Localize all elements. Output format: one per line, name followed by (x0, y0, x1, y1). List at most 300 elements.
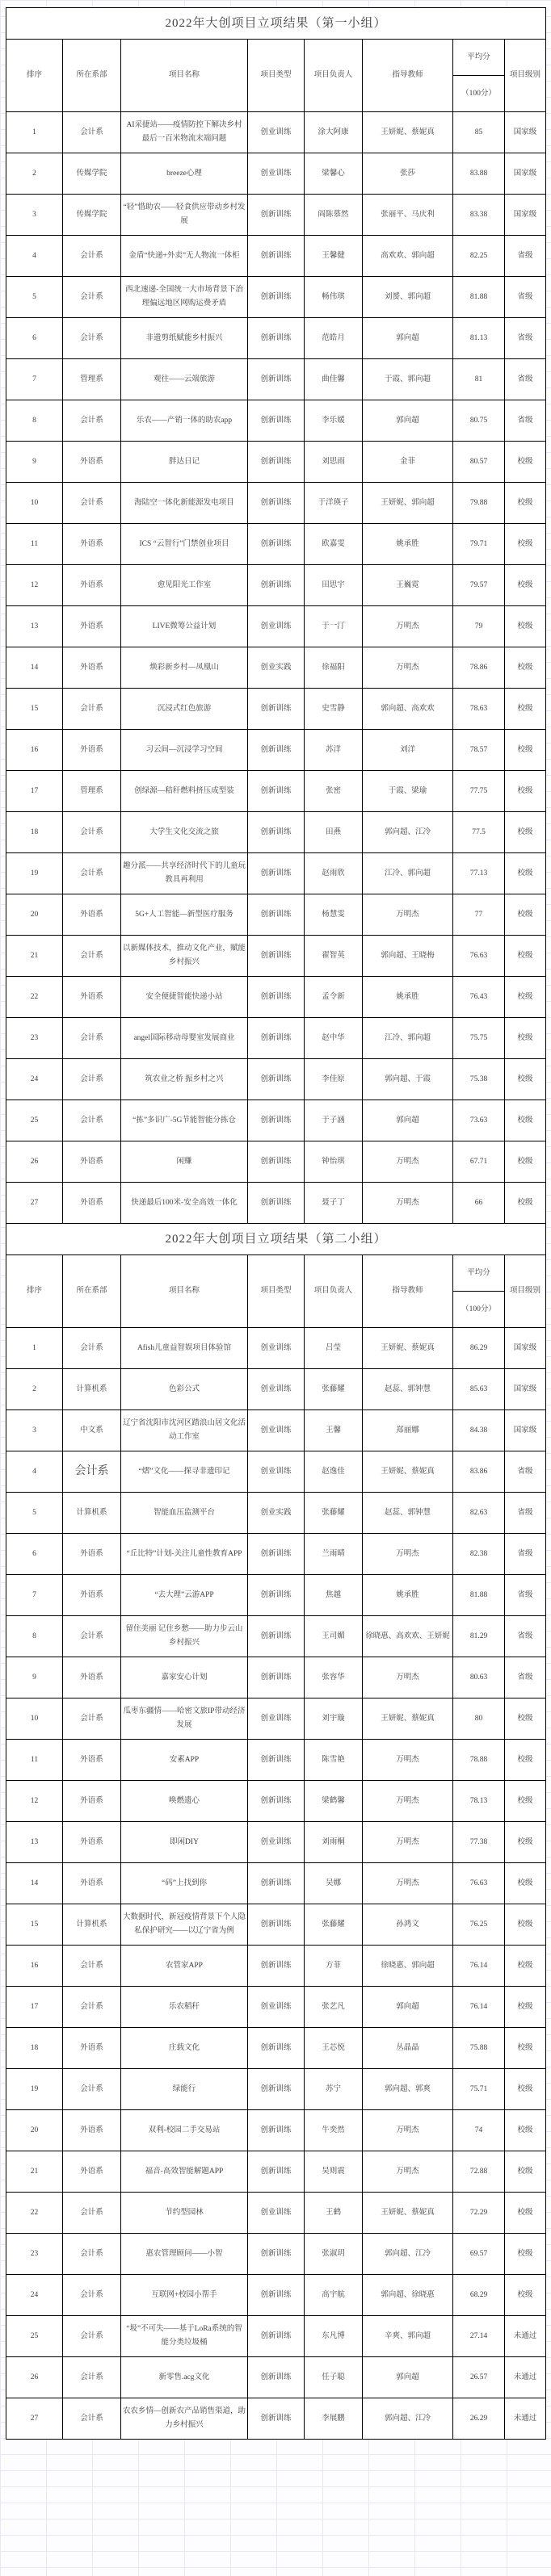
cell-level: 省级 (505, 1534, 546, 1575)
cell-score: 79.88 (453, 483, 505, 524)
cell-score: 80 (453, 1698, 505, 1740)
table-row (6, 771, 546, 812)
cell-rank: 24 (6, 2275, 63, 2316)
cell-score: 75.88 (453, 2028, 505, 2069)
cell-score: 74 (453, 2110, 505, 2151)
cell-score: 83.86 (453, 1451, 505, 1493)
cell-type: 创新训练 (248, 2069, 305, 2110)
cell-leader: 张艺凡 (305, 1987, 363, 2028)
cell-project: “码”上找到你 (121, 1863, 248, 1904)
table-row (6, 1740, 546, 1781)
cell-advisors: 高欢欢、郭向超 (363, 236, 453, 277)
table-title: 2022年大创项目立项结果（第二小组） (6, 1224, 546, 1255)
cell-rank: 17 (6, 1987, 63, 2028)
cell-project: “丘比特”计划-关注儿童性教育APP (121, 1534, 248, 1575)
cell-level: 校级 (505, 1100, 546, 1141)
cell-project: 金盾“快递+外卖”无人物流一体柜 (121, 236, 248, 277)
cell-rank: 3 (6, 1410, 63, 1451)
cell-level: 未通过 (505, 2316, 546, 2357)
cell-project: 辽宁省沈阳市沈河区踏浪山居文化活动工作室 (121, 1410, 248, 1451)
cell-score: 69.57 (453, 2234, 505, 2275)
table-row (6, 1904, 546, 1946)
cell-level: 校级 (505, 977, 546, 1018)
cell-project: 西北速递-全国统一大市场背景下治理偏远地区网购运费矛盾 (121, 277, 248, 318)
table-body (6, 112, 546, 1224)
cell-leader: 梁馨心 (305, 153, 363, 195)
cell-advisors: 郭向超、江冷 (363, 2398, 453, 2440)
cell-project: 唤燃遗心 (121, 1781, 248, 1822)
cell-score: 77.5 (453, 812, 505, 853)
table-row (6, 318, 546, 359)
cell-leader: 王鹤 (305, 2193, 363, 2234)
cell-type: 创新训练 (248, 524, 305, 565)
cell-type: 创新训练 (248, 977, 305, 1018)
cell-dept: 会计系 (63, 277, 121, 318)
cell-advisors: 郭向超 (363, 318, 453, 359)
cell-leader: 苏宁 (305, 2069, 363, 2110)
cell-level: 省级 (505, 359, 546, 400)
cell-type: 创新训练 (248, 2275, 305, 2316)
column-header-project: 项目名称 (121, 1255, 248, 1328)
cell-advisors: 郭向超 (363, 1987, 453, 2028)
cell-dept: 会计系 (63, 812, 121, 853)
cell-advisors: 赵蕊、郭钟慧 (363, 1369, 453, 1410)
cell-score: 83.38 (453, 195, 505, 236)
cell-level: 国家级 (505, 112, 546, 153)
column-header-advisors: 指导教师 (363, 1255, 453, 1328)
cell-level: 国家级 (505, 1369, 546, 1410)
cell-score: 79.57 (453, 565, 505, 606)
cell-project: 胖达日记 (121, 442, 248, 483)
cell-advisors: 姚承胜 (363, 524, 453, 565)
cell-leader: 钟怡琪 (305, 1141, 363, 1183)
cell-rank: 9 (6, 1657, 63, 1698)
cell-advisors: 于霞、郭向超 (363, 359, 453, 400)
cell-project: 乐农稻秆 (121, 1987, 248, 2028)
cell-leader: 范皓月 (305, 318, 363, 359)
cell-advisors: 于霞、梁瑜 (363, 771, 453, 812)
cell-project: 嘉家安心计划 (121, 1657, 248, 1698)
cell-advisors: 郭向超 (363, 1100, 453, 1141)
cell-leader: 王馨健 (305, 236, 363, 277)
cell-rank: 25 (6, 2316, 63, 2357)
column-header-score: 平均分 (453, 40, 505, 76)
cell-type: 创业训练 (248, 1987, 305, 2028)
cell-advisors: 江冷、郭向超 (363, 853, 453, 894)
cell-project: 乐农——产销一体的助农app (121, 400, 248, 442)
cell-advisors: 万明杰 (363, 1822, 453, 1863)
cell-rank: 23 (6, 2234, 63, 2275)
table-row (6, 1100, 546, 1141)
cell-rank: 19 (6, 2069, 63, 2110)
cell-type: 创新训练 (248, 853, 305, 894)
cell-rank: 4 (6, 1451, 63, 1493)
table-row (6, 1863, 546, 1904)
cell-leader: 孟令新 (305, 977, 363, 1018)
cell-dept: 中文系 (63, 1410, 121, 1451)
cell-dept: 外语系 (63, 1863, 121, 1904)
cell-level: 校级 (505, 1822, 546, 1863)
cell-leader: 方菲 (305, 1946, 363, 1987)
cell-leader: 苏洋 (305, 730, 363, 771)
cell-rank: 12 (6, 1781, 63, 1822)
cell-type: 创新训练 (248, 1740, 305, 1781)
cell-advisors: 万明杰 (363, 606, 453, 647)
cell-score: 76.43 (453, 977, 505, 1018)
table-row (6, 2316, 546, 2357)
cell-type: 创业训练 (248, 2193, 305, 2234)
cell-dept: 会计系 (63, 318, 121, 359)
cell-advisors: 刘赟、郭向超 (363, 277, 453, 318)
cell-dept: 会计系 (63, 1946, 121, 1987)
cell-project: 惠农管理顾问——小智 (121, 2234, 248, 2275)
cell-rank: 5 (6, 277, 63, 318)
cell-type: 创业训练 (248, 112, 305, 153)
table-row (6, 359, 546, 400)
cell-rank: 26 (6, 1141, 63, 1183)
cell-level: 省级 (505, 236, 546, 277)
cell-leader: 焦越 (305, 1575, 363, 1616)
cell-level: 省级 (505, 1575, 546, 1616)
cell-rank: 14 (6, 1863, 63, 1904)
cell-score: 85.63 (453, 1369, 505, 1410)
cell-level: 校级 (505, 853, 546, 894)
cell-level: 校级 (505, 2275, 546, 2316)
cell-type: 创新训练 (248, 1863, 305, 1904)
table-row (6, 1183, 546, 1224)
table-row (6, 565, 546, 606)
cell-project: 非遗剪纸赋能乡村振兴 (121, 318, 248, 359)
cell-advisors: 万明杰 (363, 894, 453, 936)
cell-project: 庄载文化 (121, 2028, 248, 2069)
cell-type: 创新训练 (248, 2316, 305, 2357)
cell-leader: 欧嘉雯 (305, 524, 363, 565)
cell-dept: 传媒学院 (63, 153, 121, 195)
cell-score: 75.75 (453, 1018, 505, 1059)
cell-score: 82.25 (453, 236, 505, 277)
cell-leader: 张藤耀 (305, 1904, 363, 1946)
cell-rank: 2 (6, 1369, 63, 1410)
cell-level: 校级 (505, 771, 546, 812)
cell-level: 校级 (505, 442, 546, 483)
cell-project: 即闲DIY (121, 1822, 248, 1863)
cell-advisors: 郭向超、于霞 (363, 1059, 453, 1100)
cell-score: 76.25 (453, 1904, 505, 1946)
table-row (6, 1059, 546, 1100)
cell-level: 校级 (505, 524, 546, 565)
cell-rank: 21 (6, 2151, 63, 2193)
cell-rank: 9 (6, 442, 63, 483)
table-row (6, 1410, 546, 1451)
cell-type: 创业训练 (248, 1328, 305, 1369)
cell-advisors: 郭向超 (363, 2357, 453, 2398)
cell-score: 86.29 (453, 1328, 505, 1369)
cell-score: 76.14 (453, 1987, 505, 2028)
cell-score: 77 (453, 894, 505, 936)
cell-rank: 27 (6, 2398, 63, 2440)
table-row (6, 2110, 546, 2151)
table-body (6, 1328, 546, 2440)
cell-type: 创新训练 (248, 1018, 305, 1059)
cell-type: 创新训练 (248, 1904, 305, 1946)
cell-dept: 会计系 (63, 1987, 121, 2028)
cell-advisors: 郭向超、高欢欢 (363, 689, 453, 730)
cell-score: 78.86 (453, 647, 505, 689)
cell-rank: 6 (6, 318, 63, 359)
cell-rank: 27 (6, 1183, 63, 1224)
table-row (6, 2275, 546, 2316)
table-row (6, 277, 546, 318)
cell-dept: 外语系 (63, 1657, 121, 1698)
column-header-level: 项目级别 (505, 1255, 546, 1328)
cell-type: 创业训练 (248, 1698, 305, 1740)
cell-project: 农管家APP (121, 1946, 248, 1987)
cell-project: 创绿源—秸秆燃料挤压成型装 (121, 771, 248, 812)
cell-leader: 刘思雨 (305, 442, 363, 483)
cell-score: 67.71 (453, 1141, 505, 1183)
cell-level: 校级 (505, 2028, 546, 2069)
cell-type: 创业训练 (248, 1451, 305, 1493)
cell-leader: 吕莹 (305, 1328, 363, 1369)
cell-dept: 会计系 (63, 112, 121, 153)
table-row (6, 2234, 546, 2275)
cell-level: 校级 (505, 1946, 546, 1987)
cell-rank: 18 (6, 812, 63, 853)
table-row (6, 236, 546, 277)
cell-type: 创新训练 (248, 483, 305, 524)
cell-type: 创新训练 (248, 1575, 305, 1616)
cell-level: 未通过 (505, 2398, 546, 2440)
cell-score: 79 (453, 606, 505, 647)
cell-type: 创新训练 (248, 1100, 305, 1141)
cell-leader: 张藤耀 (305, 1493, 363, 1534)
cell-type: 创业训练 (248, 1410, 305, 1451)
cell-level: 校级 (505, 2069, 546, 2110)
cell-rank: 22 (6, 2193, 63, 2234)
table-row (6, 1987, 546, 2028)
cell-dept: 会计系 (63, 1451, 121, 1493)
cell-project: 愈见阳光工作室 (121, 565, 248, 606)
cell-type: 创新训练 (248, 400, 305, 442)
cell-leader: 王司媚 (305, 1616, 363, 1657)
cell-project: “拣”多识广-5G节能智能分拣仓 (121, 1100, 248, 1141)
cell-score: 72.88 (453, 2151, 505, 2193)
cell-score: 81.29 (453, 1616, 505, 1657)
column-header-leader: 项目负责人 (305, 40, 363, 112)
cell-dept: 外语系 (63, 1822, 121, 1863)
cell-score: 82.63 (453, 1493, 505, 1534)
cell-rank: 25 (6, 1100, 63, 1141)
cell-advisors: 万明杰 (363, 1141, 453, 1183)
cell-level: 国家级 (505, 195, 546, 236)
cell-project: 5G+人工智能—新型医疗服务 (121, 894, 248, 936)
cell-advisors: 辛爽、郭向超 (363, 2316, 453, 2357)
title-row (6, 1224, 546, 1255)
cell-leader: 阎陈慕然 (305, 195, 363, 236)
cell-type: 创业训练 (248, 606, 305, 647)
cell-type: 创新训练 (248, 2357, 305, 2398)
cell-level: 省级 (505, 1616, 546, 1657)
cell-type: 创新训练 (248, 812, 305, 853)
cell-score: 77.38 (453, 1822, 505, 1863)
cell-leader: 高宇航 (305, 2275, 363, 2316)
cell-level: 校级 (505, 565, 546, 606)
cell-project: 沉浸式红色旅游 (121, 689, 248, 730)
cell-level: 省级 (505, 400, 546, 442)
table-row (6, 689, 546, 730)
cell-score: 81.13 (453, 318, 505, 359)
cell-advisors: 姚承胜 (363, 977, 453, 1018)
table-row (6, 112, 546, 153)
cell-type: 创新训练 (248, 359, 305, 400)
table-row (6, 195, 546, 236)
cell-advisors: 王妍妮、蔡妮真 (363, 1328, 453, 1369)
cell-leader: 李展鹏 (305, 2398, 363, 2440)
cell-dept: 外语系 (63, 1141, 121, 1183)
table-row (6, 1451, 546, 1493)
cell-leader: 张淑玥 (305, 2234, 363, 2275)
cell-dept: 外语系 (63, 730, 121, 771)
cell-rank: 18 (6, 2028, 63, 2069)
cell-rank: 3 (6, 195, 63, 236)
cell-type: 创新训练 (248, 730, 305, 771)
cell-advisors: 郑丽娜 (363, 1410, 453, 1451)
cell-dept: 管理系 (63, 359, 121, 400)
cell-score: 76.63 (453, 936, 505, 977)
cell-rank: 1 (6, 1328, 63, 1369)
cell-type: 创新训练 (248, 236, 305, 277)
cell-project: angel国际移动母婴室发展商业 (121, 1018, 248, 1059)
cell-dept: 会计系 (63, 2234, 121, 2275)
cell-project: 趣分派——共享经济时代下的儿童玩教具再利用 (121, 853, 248, 894)
cell-project: “熠”文化——探寻非遗印记 (121, 1451, 248, 1493)
cell-type: 创新训练 (248, 565, 305, 606)
cell-dept: 会计系 (63, 1616, 121, 1657)
results-table-group-1 (6, 7, 546, 1224)
cell-advisors: 郭向超、王晓梅 (363, 936, 453, 977)
header-row-top (6, 1255, 546, 1292)
cell-dept: 会计系 (63, 1059, 121, 1100)
cell-leader: 王馨 (305, 1410, 363, 1451)
cell-leader: 畅伟琪 (305, 277, 363, 318)
cell-dept: 会计系 (63, 1100, 121, 1141)
cell-score: 75.71 (453, 2069, 505, 2110)
table-row (6, 1369, 546, 1410)
cell-type: 创新训练 (248, 771, 305, 812)
table-row (6, 1698, 546, 1740)
cell-type: 创新训练 (248, 1657, 305, 1698)
table-row (6, 936, 546, 977)
cell-score: 80.63 (453, 1657, 505, 1698)
cell-project: 新零售.acg文化 (121, 2357, 248, 2398)
cell-rank: 7 (6, 359, 63, 400)
cell-dept: 会计系 (63, 483, 121, 524)
cell-advisors: 徐晓惠、郭向超 (363, 1946, 453, 1987)
cell-project: “去大理”云游APP (121, 1575, 248, 1616)
cell-advisors: 王妍妮、郭向超 (363, 483, 453, 524)
cell-score: 81.88 (453, 1575, 505, 1616)
cell-advisors: 郭向超、郭爽 (363, 2069, 453, 2110)
cell-leader: 赵雨欣 (305, 853, 363, 894)
cell-leader: 张密 (305, 771, 363, 812)
cell-leader: 牛奕然 (305, 2110, 363, 2151)
cell-rank: 14 (6, 647, 63, 689)
cell-dept: 会计系 (63, 2398, 121, 2440)
cell-score: 83.88 (453, 153, 505, 195)
table-row (6, 2193, 546, 2234)
cell-type: 创新训练 (248, 277, 305, 318)
cell-score: 79.71 (453, 524, 505, 565)
cell-level: 校级 (505, 483, 546, 524)
cell-rank: 21 (6, 936, 63, 977)
cell-leader: 兰雨晴 (305, 1534, 363, 1575)
cell-advisors: 郭向超、江冷 (363, 2234, 453, 2275)
table-row (6, 1141, 546, 1183)
cell-advisors: 王妍妮、蔡妮真 (363, 2193, 453, 2234)
cell-dept: 外语系 (63, 2110, 121, 2151)
cell-project: 焕彩新乡村—凤凰山 (121, 647, 248, 689)
cell-advisors: 万明杰 (363, 1657, 453, 1698)
cell-project: 大数据时代，新冠疫情背景下个人隐私保护研究——以辽宁省为例 (121, 1904, 248, 1946)
column-header-advisors: 指导教师 (363, 40, 453, 112)
cell-leader: 吴娜 (305, 1863, 363, 1904)
cell-project: “圾”不可失——基于LoRa系统的智能分类垃圾桶 (121, 2316, 248, 2357)
cell-rank: 19 (6, 853, 63, 894)
table-row (6, 524, 546, 565)
cell-score: 68.29 (453, 2275, 505, 2316)
cell-rank: 2 (6, 153, 63, 195)
cell-level: 校级 (505, 1863, 546, 1904)
cell-rank: 20 (6, 2110, 63, 2151)
column-header-type: 项目类型 (248, 1255, 305, 1328)
cell-leader: 陈雪艳 (305, 1740, 363, 1781)
column-header-score: 平均分 (453, 1255, 505, 1292)
cell-leader: 赵逸佳 (305, 1451, 363, 1493)
table-row (6, 2028, 546, 2069)
cell-project: 筑农业之桥 振乡村之兴 (121, 1059, 248, 1100)
table-row (6, 1946, 546, 1987)
cell-type: 创业训练 (248, 1369, 305, 1410)
cell-leader: 史雪静 (305, 689, 363, 730)
cell-type: 创新训练 (248, 2398, 305, 2440)
table-row (6, 1534, 546, 1575)
cell-leader: 王芯悦 (305, 2028, 363, 2069)
table-row (6, 894, 546, 936)
cell-dept: 计算机系 (63, 1369, 121, 1410)
table-row (6, 977, 546, 1018)
cell-advisors: 姚承胜 (363, 1575, 453, 1616)
cell-advisors: 郭向超、徐晓惠 (363, 2275, 453, 2316)
cell-type: 创业实践 (248, 1493, 305, 1534)
cell-advisors: 张丽平、马庆利 (363, 195, 453, 236)
cell-level: 国家级 (505, 1328, 546, 1369)
table-row (6, 1018, 546, 1059)
cell-level: 校级 (505, 1904, 546, 1946)
cell-dept: 会计系 (63, 2069, 121, 2110)
cell-dept: 会计系 (63, 236, 121, 277)
cell-advisors: 万明杰 (363, 1863, 453, 1904)
cell-advisors: 孙鸿文 (363, 1904, 453, 1946)
cell-dept: 外语系 (63, 2151, 121, 2193)
cell-project: 以新媒体技术，推动文化产业，赋能乡村振兴 (121, 936, 248, 977)
cell-level: 校级 (505, 1059, 546, 1100)
cell-level: 校级 (505, 2110, 546, 2151)
cell-rank: 6 (6, 1534, 63, 1575)
cell-dept: 外语系 (63, 1781, 121, 1822)
cell-dept: 外语系 (63, 1740, 121, 1781)
cell-project: ICS “云智行”门禁创业项目 (121, 524, 248, 565)
table-row (6, 483, 546, 524)
